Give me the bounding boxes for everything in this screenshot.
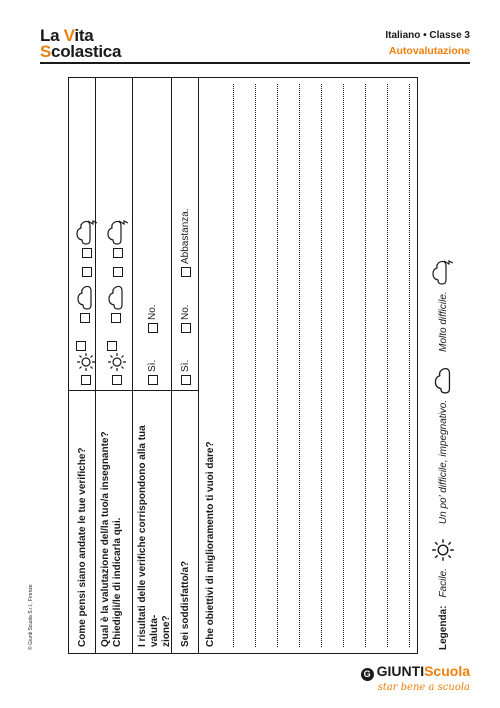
checkbox-medium-hard[interactable] (111, 313, 121, 323)
legend-hard: Molto difficile. (437, 291, 449, 352)
question-row-2 (96, 78, 133, 653)
option-enough-label: Abbastanza. (180, 208, 191, 264)
option-no (147, 304, 158, 333)
storm-cloud-icon (432, 255, 454, 285)
checkbox-yes[interactable] (148, 375, 158, 385)
answer-line[interactable] (387, 84, 389, 647)
brand-name: GIUNTI (376, 663, 425, 679)
cloud-icon (107, 284, 125, 310)
option-medium (76, 338, 86, 351)
legend-medium: Un po' difficile, impegnativo. (437, 399, 449, 525)
question-2-line-2: Chiedigli/le di indicarla qui. (112, 517, 123, 647)
question-2-line-1: Qual è la valutazione del/la tuo/a insegnante? (100, 431, 111, 647)
checkbox-hard[interactable] (113, 267, 123, 277)
option-medium (107, 338, 117, 351)
answer-line[interactable] (277, 84, 279, 647)
tagline: star bene a scuola (377, 682, 470, 693)
checkbox-medium-hard[interactable] (80, 313, 90, 323)
question-row-3 (133, 78, 172, 653)
answer-line[interactable] (321, 84, 323, 647)
checkbox-medium[interactable] (107, 341, 117, 351)
question-3 (137, 392, 173, 647)
question-4: Sei soddisfatto/a? (180, 560, 191, 647)
brand-logo (361, 663, 470, 681)
cloud-icon (76, 284, 94, 310)
logo-text: La (40, 26, 64, 45)
option-enough (180, 208, 191, 277)
page-subtitle: Autovalutazione (388, 45, 470, 57)
option-yes-label: Sì. (147, 359, 158, 372)
column-divider (69, 390, 95, 391)
answer-line[interactable] (255, 84, 257, 647)
checkbox-hard[interactable] (82, 267, 92, 277)
copyright-note: © Giunti Scuola S.r.l., Firenze (28, 584, 34, 650)
option-no (180, 304, 191, 333)
option-no-label: No. (180, 304, 191, 320)
column-divider (96, 390, 132, 391)
question-row-5 (199, 78, 418, 653)
option-medium-hard (76, 284, 94, 323)
sun-icon (431, 538, 455, 562)
checkbox-very-hard[interactable] (113, 248, 123, 258)
option-easy (107, 352, 127, 385)
option-yes-label: Sì. (180, 359, 191, 372)
logo-text: colastica (51, 42, 122, 61)
option-no-label: No. (147, 304, 158, 320)
storm-cloud-icon (76, 215, 98, 245)
checkbox-medium[interactable] (76, 341, 86, 351)
question-3-line-1: I risultati delle verifiche corrispondono alla tua valuta- (137, 425, 160, 647)
cloud-icon (433, 366, 453, 394)
sun-icon (76, 352, 96, 372)
question-5: Che obiettivi di miglioramento ti vuoi dare? (205, 441, 216, 647)
column-divider (133, 390, 171, 391)
brand-mark-icon: G (361, 668, 374, 681)
option-yes (180, 360, 191, 385)
checkbox-enough[interactable] (181, 267, 191, 277)
logo-accent: S (40, 42, 52, 61)
checkbox-no[interactable] (148, 323, 158, 333)
question-row-4 (172, 78, 199, 653)
column-divider (172, 390, 198, 391)
answer-line[interactable] (343, 84, 345, 647)
worksheet (68, 77, 471, 654)
question-1: Come pensi siano andate le tue verifiche? (77, 447, 88, 647)
self-assessment-table (68, 77, 418, 654)
header-divider (40, 62, 470, 64)
option-yes (147, 360, 158, 385)
logo (40, 28, 121, 60)
legend (428, 77, 458, 654)
option-medium-hard (107, 284, 125, 323)
checkbox-very-hard[interactable] (82, 248, 92, 258)
logo-text: ita (74, 26, 94, 45)
checkbox-easy[interactable] (112, 375, 122, 385)
legend-easy: Facile. (437, 568, 449, 598)
logo-accent: V (63, 26, 75, 45)
answer-line[interactable] (233, 84, 235, 647)
storm-cloud-icon (107, 215, 129, 245)
option-hard (76, 215, 98, 277)
worksheet-area (68, 77, 471, 654)
answer-line[interactable] (409, 84, 411, 647)
option-hard (107, 215, 129, 277)
question-3-line-2: zione? (161, 615, 172, 647)
question-row-1 (69, 78, 96, 653)
checkbox-no[interactable] (181, 323, 191, 333)
question-2 (100, 392, 124, 647)
brand-name-accent: Scuola (424, 663, 470, 679)
checkbox-yes[interactable] (181, 375, 191, 385)
answer-line[interactable] (365, 84, 367, 647)
answer-line[interactable] (299, 84, 301, 647)
legend-title: Legenda: (437, 605, 449, 650)
subject-label: Italiano • Classe 3 (385, 30, 470, 41)
checkbox-easy[interactable] (81, 375, 91, 385)
option-easy (76, 352, 96, 385)
sun-icon (107, 352, 127, 372)
